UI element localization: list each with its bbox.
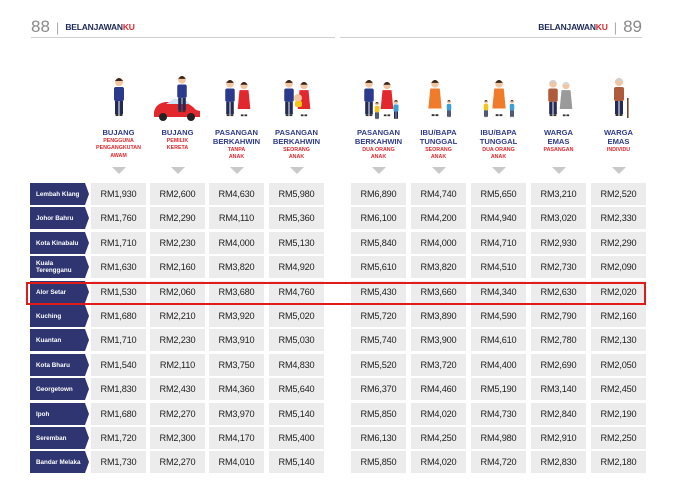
city-label-arrow — [85, 305, 89, 327]
right-page-header — [538, 17, 642, 37]
table-cell: RM2,290 — [591, 232, 646, 254]
table-cell: RM2,250 — [591, 427, 646, 449]
table-cell: RM5,520 — [351, 354, 406, 376]
header-separator: | — [55, 19, 60, 35]
city-label: Lembah Klang — [30, 183, 85, 205]
table-cell: RM3,910 — [209, 329, 264, 351]
table-cell: RM2,180 — [591, 451, 646, 473]
table-row — [0, 232, 673, 255]
city-label: Kota Bharu — [30, 354, 85, 376]
table-cell: RM4,000 — [411, 232, 466, 254]
right-page-number: 89 — [623, 17, 642, 36]
column-subtitle-line: INDIVIDU — [606, 147, 631, 153]
column-header-8 — [529, 128, 589, 153]
column-title-line: BERKAHWIN — [272, 137, 321, 146]
table-cell: RM5,140 — [269, 403, 324, 425]
column-pointer-icon — [112, 167, 126, 174]
table-cell: RM1,830 — [91, 378, 146, 400]
elderly-man-icon — [589, 76, 649, 127]
column-header-7 — [469, 128, 529, 161]
table-cell: RM4,170 — [209, 427, 264, 449]
column-title-line: BERKAHWIN — [212, 137, 261, 146]
column-subtitle-line: PENGANGKUTAN — [96, 145, 141, 152]
table-cell: RM4,460 — [411, 378, 466, 400]
column-subtitle-line: PASANGAN — [543, 147, 574, 153]
table-cell: RM5,400 — [269, 427, 324, 449]
column-pointer-icon — [612, 167, 626, 174]
table-cell: RM2,090 — [591, 256, 646, 278]
table-cell: RM2,300 — [150, 427, 205, 449]
table-cell: RM5,850 — [351, 451, 406, 473]
table-cell: RM4,760 — [269, 281, 324, 303]
table-cell: RM4,360 — [209, 378, 264, 400]
table-cell: RM2,270 — [150, 403, 205, 425]
column-subtitle-line: PEMILIK — [166, 138, 189, 144]
table-row — [0, 183, 673, 206]
column-pointer-icon — [492, 167, 506, 174]
table-cell: RM2,130 — [591, 329, 646, 351]
table-cell: RM6,130 — [351, 427, 406, 449]
table-cell: RM2,730 — [531, 256, 586, 278]
table-cell: RM5,650 — [471, 183, 526, 205]
table-cell: RM1,930 — [91, 183, 146, 205]
column-title-line: PASANGAN — [215, 128, 258, 137]
table-cell: RM5,980 — [269, 183, 324, 205]
table-cell: RM6,100 — [351, 207, 406, 229]
table-row — [0, 256, 673, 279]
table-cell: RM2,230 — [150, 232, 205, 254]
table-cell: RM4,340 — [471, 281, 526, 303]
city-label-arrow — [85, 403, 89, 425]
column-pointer-icon — [171, 167, 185, 174]
city-label-arrow — [85, 378, 89, 400]
table-cell: RM4,740 — [411, 183, 466, 205]
table-cell: RM5,610 — [351, 256, 406, 278]
city-label-arrow — [85, 329, 89, 351]
table-cell: RM2,190 — [591, 403, 646, 425]
table-cell: RM3,820 — [209, 256, 264, 278]
brand-logo-right: BELANJAWANKU — [538, 22, 608, 32]
column-subtitle-line: PENGGUNA — [103, 138, 134, 144]
table-cell: RM1,760 — [91, 207, 146, 229]
column-title-line: BERKAHWIN — [354, 137, 403, 146]
table-cell: RM2,290 — [150, 207, 205, 229]
brand-logo-left: BELANJAWANKU — [65, 22, 135, 32]
left-page-header — [31, 17, 135, 37]
city-label-arrow — [85, 427, 89, 449]
table-cell: RM3,660 — [411, 281, 466, 303]
table-cell: RM3,140 — [531, 378, 586, 400]
city-label: Kuala Terengganu — [30, 256, 85, 278]
column-subtitle-line: SEORANG — [283, 147, 310, 153]
column-pointer-icon — [230, 167, 244, 174]
table-cell: RM2,050 — [591, 354, 646, 376]
table-cell: RM3,720 — [411, 354, 466, 376]
column-title-line: PASANGAN — [357, 128, 400, 137]
city-label: Kota Kinabalu — [30, 232, 85, 254]
table-cell: RM2,210 — [150, 305, 205, 327]
table-row — [0, 378, 673, 401]
table-cell: RM4,000 — [209, 232, 264, 254]
column-subtitle-line: ANAK — [490, 154, 507, 161]
header-separator: | — [613, 19, 618, 35]
table-cell: RM5,740 — [351, 329, 406, 351]
table-cell: RM4,980 — [471, 427, 526, 449]
column-pointer-icon — [290, 167, 304, 174]
table-cell: RM2,910 — [531, 427, 586, 449]
table-cell: RM1,540 — [91, 354, 146, 376]
column-title-line: WARGA — [603, 128, 634, 137]
city-label: Seremban — [30, 427, 85, 449]
table-cell: RM3,820 — [411, 256, 466, 278]
column-pointer-icon — [372, 167, 386, 174]
table-cell: RM3,970 — [209, 403, 264, 425]
table-cell: RM3,890 — [411, 305, 466, 327]
table-cell: RM2,020 — [591, 281, 646, 303]
table-cell: RM2,840 — [531, 403, 586, 425]
highlighted-row-frame — [26, 282, 646, 305]
table-cell: RM4,250 — [411, 427, 466, 449]
table-cell: RM2,790 — [531, 305, 586, 327]
table-cell: RM3,210 — [531, 183, 586, 205]
elderly-couple-icon — [529, 76, 589, 127]
table-cell: RM5,130 — [269, 232, 324, 254]
column-title-line: PASANGAN — [275, 128, 318, 137]
table-cell: RM4,400 — [471, 354, 526, 376]
table-cell: RM5,640 — [269, 378, 324, 400]
table-cell: RM2,930 — [531, 232, 586, 254]
table-cell: RM4,010 — [209, 451, 264, 473]
table-cell: RM4,830 — [269, 354, 324, 376]
table-cell: RM1,530 — [91, 281, 146, 303]
city-label: Alor Setar — [30, 281, 85, 303]
table-cell: RM4,630 — [209, 183, 264, 205]
man-with-car-icon — [148, 76, 208, 127]
column-header-5 — [349, 128, 409, 161]
left-header-rule — [31, 37, 335, 38]
table-cell: RM2,520 — [591, 183, 646, 205]
table-cell: RM1,680 — [91, 403, 146, 425]
table-cell: RM3,020 — [531, 207, 586, 229]
married-couple-icon — [207, 76, 267, 127]
table-cell: RM2,110 — [150, 354, 205, 376]
single-parent-one-child-icon — [409, 76, 469, 127]
table-cell: RM1,730 — [91, 451, 146, 473]
table-cell: RM5,720 — [351, 305, 406, 327]
table-cell: RM1,630 — [91, 256, 146, 278]
column-subtitle-line: AWAM — [110, 152, 127, 159]
table-cell: RM3,680 — [209, 281, 264, 303]
table-cell: RM1,710 — [91, 329, 146, 351]
column-title-line: EMAS — [547, 137, 570, 146]
table-cell: RM5,840 — [351, 232, 406, 254]
table-cell: RM2,160 — [150, 256, 205, 278]
table-cell: RM2,060 — [150, 281, 205, 303]
column-pointer-icon — [432, 167, 446, 174]
column-title-line: TUNGGAL — [419, 137, 458, 146]
column-header-9 — [589, 128, 649, 153]
column-subtitle-line: DUA ORANG — [362, 147, 395, 153]
column-title-line: BUJANG — [161, 128, 194, 137]
column-subtitle-line: DUA ORANG — [482, 147, 515, 153]
table-cell: RM3,750 — [209, 354, 264, 376]
city-label: Bandar Melaka — [30, 451, 85, 473]
table-cell: RM4,110 — [209, 207, 264, 229]
table-row — [0, 207, 673, 230]
table-cell: RM5,360 — [269, 207, 324, 229]
city-label: Georgetown — [30, 378, 85, 400]
column-subtitle-line: ANAK — [288, 154, 305, 161]
city-label-arrow — [85, 354, 89, 376]
table-cell: RM2,270 — [150, 451, 205, 473]
table-row — [0, 354, 673, 377]
city-label-arrow — [85, 183, 89, 205]
table-row — [0, 403, 673, 426]
table-cell: RM4,720 — [471, 451, 526, 473]
table-cell: RM2,690 — [531, 354, 586, 376]
table-cell: RM4,710 — [471, 232, 526, 254]
table-cell: RM1,720 — [91, 427, 146, 449]
table-cell: RM4,510 — [471, 256, 526, 278]
column-title-line: EMAS — [607, 137, 630, 146]
column-subtitle-line: ANAK — [228, 154, 245, 161]
column-header-3 — [207, 128, 267, 161]
column-title-line: TUNGGAL — [479, 137, 518, 146]
table-cell: RM6,370 — [351, 378, 406, 400]
city-label: Johor Bahru — [30, 207, 85, 229]
column-header-6 — [409, 128, 469, 161]
column-header-1 — [89, 128, 149, 159]
column-header-4 — [267, 128, 327, 161]
column-title-line: IBU/BAPA — [420, 128, 457, 137]
table-cell: RM2,450 — [591, 378, 646, 400]
table-row — [0, 427, 673, 450]
city-label-arrow — [85, 232, 89, 254]
single-parent-two-children-icon — [469, 76, 529, 127]
city-label: Kuching — [30, 305, 85, 327]
column-subtitle-line: ANAK — [430, 154, 447, 161]
column-title-line: WARGA — [543, 128, 574, 137]
table-cell: RM2,630 — [531, 281, 586, 303]
city-label: Kuantan — [30, 329, 85, 351]
table-cell: RM4,610 — [471, 329, 526, 351]
table-cell: RM2,160 — [591, 305, 646, 327]
column-subtitle-line: SEORANG — [425, 147, 452, 153]
table-cell: RM4,730 — [471, 403, 526, 425]
single-man-icon — [89, 76, 149, 127]
table-cell: RM5,020 — [269, 305, 324, 327]
table-cell: RM4,920 — [269, 256, 324, 278]
table-cell: RM2,830 — [531, 451, 586, 473]
table-cell: RM5,850 — [351, 403, 406, 425]
couple-two-children-icon — [349, 76, 409, 127]
city-label: Ipoh — [30, 403, 85, 425]
column-title-line: BUJANG — [102, 128, 135, 137]
table-cell: RM2,600 — [150, 183, 205, 205]
column-header-2 — [148, 128, 208, 152]
table-cell: RM6,890 — [351, 183, 406, 205]
table-row — [0, 329, 673, 352]
table-cell: RM2,430 — [150, 378, 205, 400]
right-header-rule — [340, 37, 642, 38]
table-cell: RM5,430 — [351, 281, 406, 303]
table-cell: RM3,920 — [209, 305, 264, 327]
table-cell: RM4,940 — [471, 207, 526, 229]
table-cell: RM3,900 — [411, 329, 466, 351]
table-cell: RM5,190 — [471, 378, 526, 400]
column-title-line: IBU/BAPA — [480, 128, 517, 137]
table-cell: RM4,020 — [411, 451, 466, 473]
table-cell: RM4,020 — [411, 403, 466, 425]
table-cell: RM4,590 — [471, 305, 526, 327]
table-cell: RM5,140 — [269, 451, 324, 473]
table-cell: RM1,680 — [91, 305, 146, 327]
column-subtitle-line: KERETA — [166, 145, 189, 152]
couple-with-baby-icon — [267, 76, 327, 127]
left-page-number: 88 — [31, 17, 50, 36]
table-cell: RM2,230 — [150, 329, 205, 351]
column-subtitle-line: TANPA — [227, 147, 246, 153]
city-label-arrow — [85, 256, 89, 278]
table-cell: RM2,780 — [531, 329, 586, 351]
table-cell: RM1,710 — [91, 232, 146, 254]
table-cell: RM4,200 — [411, 207, 466, 229]
city-label-arrow — [85, 451, 89, 473]
table-row — [0, 451, 673, 474]
table-cell: RM2,330 — [591, 207, 646, 229]
table-row — [0, 305, 673, 328]
column-subtitle-line: ANAK — [370, 154, 387, 161]
column-pointer-icon — [552, 167, 566, 174]
table-cell: RM5,030 — [269, 329, 324, 351]
city-label-arrow — [85, 207, 89, 229]
